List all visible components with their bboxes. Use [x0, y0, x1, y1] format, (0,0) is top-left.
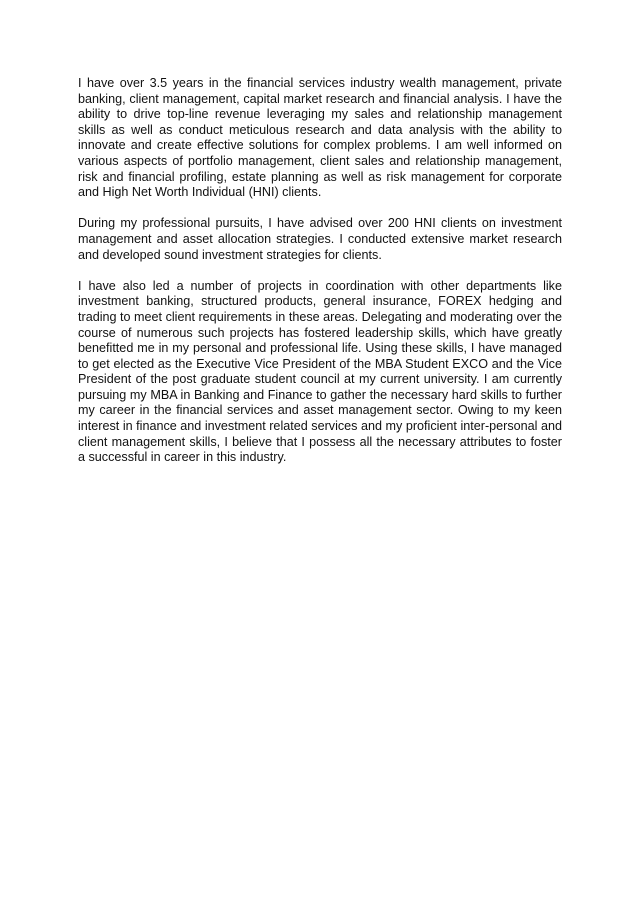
document-body [78, 76, 562, 481]
paragraph-experience: I have over 3.5 years in the financial services industry wealth management, private banking, client management, capital market research and financial analysis. I have the ability to drive top-line revenue leveraging my sales and relationship management skills as well as conduct meticulous research and data analysis with the ability to innovate and create effective solutions for complex problems. I am well informed on various aspects of portfolio management, client sales and relationship management, risk and financial profiling, estate planning as well as risk management for corporate and High Net Worth Individual (HNI) clients. [78, 76, 562, 200]
paragraph-projects-leadership: I have also led a number of projects in coordination with other departments like investment banking, structured products, general insurance, FOREX hedging and trading to meet client requirements in these areas. Delegating and moderating over the course of numerous such projects has fostered leadership skills, which have greatly benefitted me in my personal and professional life. Using these skills, I have managed to get elected as the Executive Vice President of the MBA Student EXCO and the Vice President of the post graduate student council at my current university. I am currently pursuing my MBA in Banking and Finance to gather the necessary hard skills to further my career in the financial services and asset management sector. Owing to my keen interest in finance and investment related services and my proficient inter-personal and client management skills, I believe that I possess all the necessary attributes to foster a successful in career in this industry. [78, 278, 562, 465]
paragraph-professional-pursuits: During my professional pursuits, I have advised over 200 HNI clients on investment management and asset allocation strategies. I conducted extensive market research and developed sound investment strategies for clients. [78, 216, 562, 262]
